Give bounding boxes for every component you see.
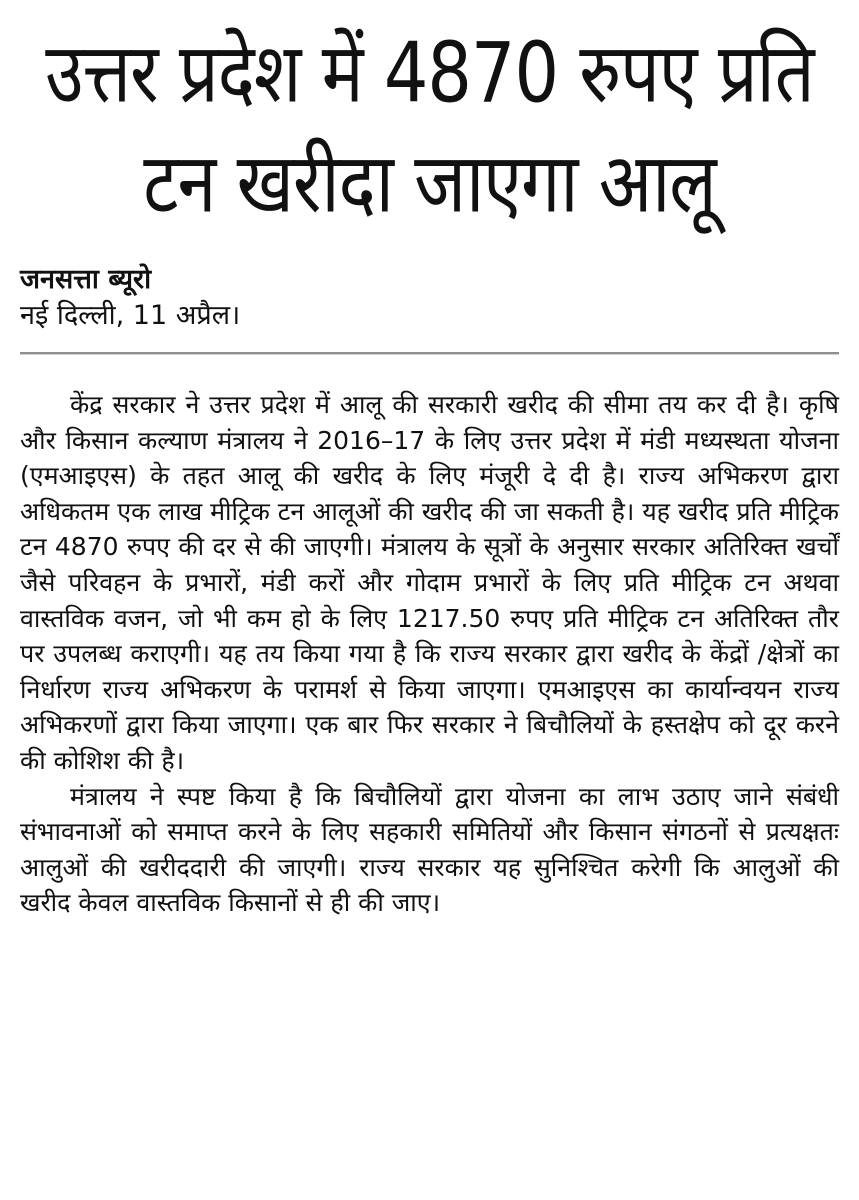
paragraph: केंद्र सरकार ने उत्तर प्रदेश में आलू की सरकारी खरीद की सीमा तय कर दी है। कृषि और किसान कल्याण मंत्रालय ने 2016–17 के लिए उत्तर प्रदेश में मंडी मध्यस्थता योजना (एमआइएस) के तहत आलू की खरीद के लिए मंजूरी दे दी है। राज्य अभिकरण द्वारा अधिकतम एक लाख मीट्रिक टन आलूओं की खरीद की जा सकती है। यह खरीद प्रति मीट्रिक टन 4870 रुपए की दर से की जाएगी। मंत्रालय के सूत्रों के अनुसार सरकार अतिरिक्त खर्चों जैसे परिवहन के प्रभारों, मंडी करों और गोदाम प्रभारों के लिए प्रति मीट्रिक टन अथवा वास्तविक वजन, जो भी कम हो के लिए 1217.50 रुपए प्रति मीट्रिक टन अतिरिक्त तौर पर उपलब्ध कराएगी। यह तय किया गया है कि राज्य सरकार द्वारा खरीद के केंद्रों /क्षेत्रों का निर्धारण राज्य अभिकरण के परामर्श से किया जाएगा। एमआइएस का कार्यान्वयन राज्य अभिकरणों द्वारा किया जाएगा। एक बार फिर सरकार ने बिचौलियों के हस्तक्षेप को दूर करने की कोशिश की है। <box>20 390 839 775</box>
dateline: नई दिल्ली, 11 अप्रैल। <box>20 300 241 331</box>
article-body <box>20 387 839 921</box>
headline-line-1: उत्तर प्रदेश में 4870 रुपए प्रति <box>45 24 814 122</box>
headline <box>20 18 839 238</box>
divider-rule <box>20 352 839 355</box>
author: जनसत्ता ब्यूरो <box>20 264 152 295</box>
paragraph: मंत्रालय ने स्पष्ट किया है कि बिचौलियों द्वारा योजना का लाभ उठाए जाने संबंधी संभावनाओं को समाप्त करने के लिए सहकारी समितियों और किसान संगठनों से प्रत्यक्षतः आलुओं की खरीददारी की जाएगी। राज्य सरकार यह सुनिश्चित करेगी कि आलुओं की खरीद केवल वास्तविक किसानों से ही की जाए। <box>20 781 839 918</box>
headline-line-2: टन खरीदा जाएगा आलू <box>143 134 716 232</box>
byline <box>20 262 839 334</box>
